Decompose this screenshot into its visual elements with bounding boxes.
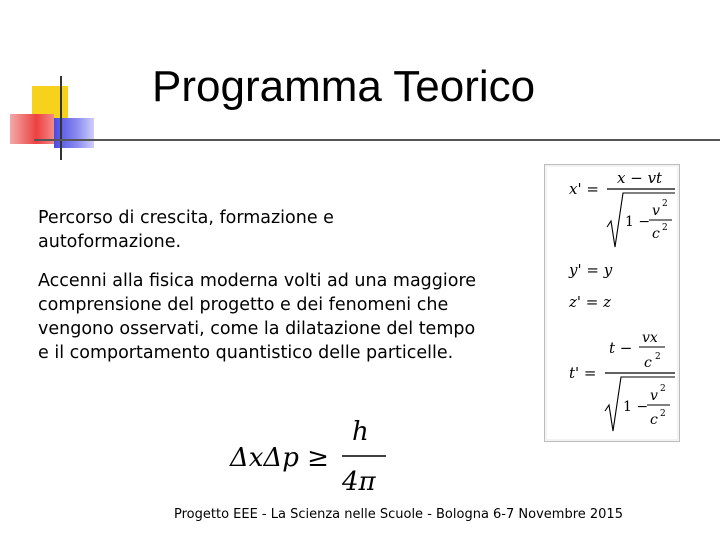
t-vx: vx xyxy=(642,330,658,346)
t-c2: c xyxy=(650,412,658,428)
title-rule xyxy=(34,139,720,141)
y-equation: y' = y xyxy=(569,261,613,279)
t-v: v xyxy=(650,388,658,404)
x-numerator: x − vt xyxy=(617,169,663,187)
lorentz-equations-svg xyxy=(545,165,679,441)
x-v: v xyxy=(652,203,660,219)
t-numerator-t: t − xyxy=(609,339,633,357)
t-lhs: t' = xyxy=(569,364,597,382)
x-v-exp: 2 xyxy=(662,199,668,209)
t-c-exp: 2 xyxy=(655,352,661,362)
t-one-minus: 1 − xyxy=(623,399,649,415)
slide-footer: Progetto EEE - La Scienza nelle Scuole - Bologna 6-7 Novembre 2015 xyxy=(174,507,623,522)
x-c-exp: 2 xyxy=(662,223,668,233)
body-text xyxy=(38,206,478,380)
uncertainty-denominator: 4π xyxy=(342,467,376,497)
z-equation: z' = z xyxy=(569,293,612,311)
x-c: c xyxy=(652,226,660,242)
uncertainty-lhs: ΔxΔp ≥ xyxy=(230,443,329,473)
t-c2-exp: 2 xyxy=(660,409,666,419)
lorentz-equations-image xyxy=(544,164,680,442)
logo-vertical-line xyxy=(60,76,62,160)
paragraph-growth: Percorso di crescita, formazione e autoformazione. xyxy=(38,208,334,252)
x-one-minus: 1 − xyxy=(625,214,651,230)
paragraph-modern-physics: Accenni alla fisica moderna volti ad una maggiore comprensione del progetto e dei fenomeni che vengono osservati, come la dilatazione del tempo e il comportamento quantistico delle particelle. xyxy=(38,271,477,363)
slide-title: Programma Teorico xyxy=(152,62,536,111)
t-v-exp: 2 xyxy=(660,384,666,394)
x-lhs: x' = xyxy=(569,180,599,198)
t-c: c xyxy=(644,355,652,371)
uncertainty-numerator: h xyxy=(352,418,369,447)
uncertainty-equation xyxy=(228,418,398,498)
